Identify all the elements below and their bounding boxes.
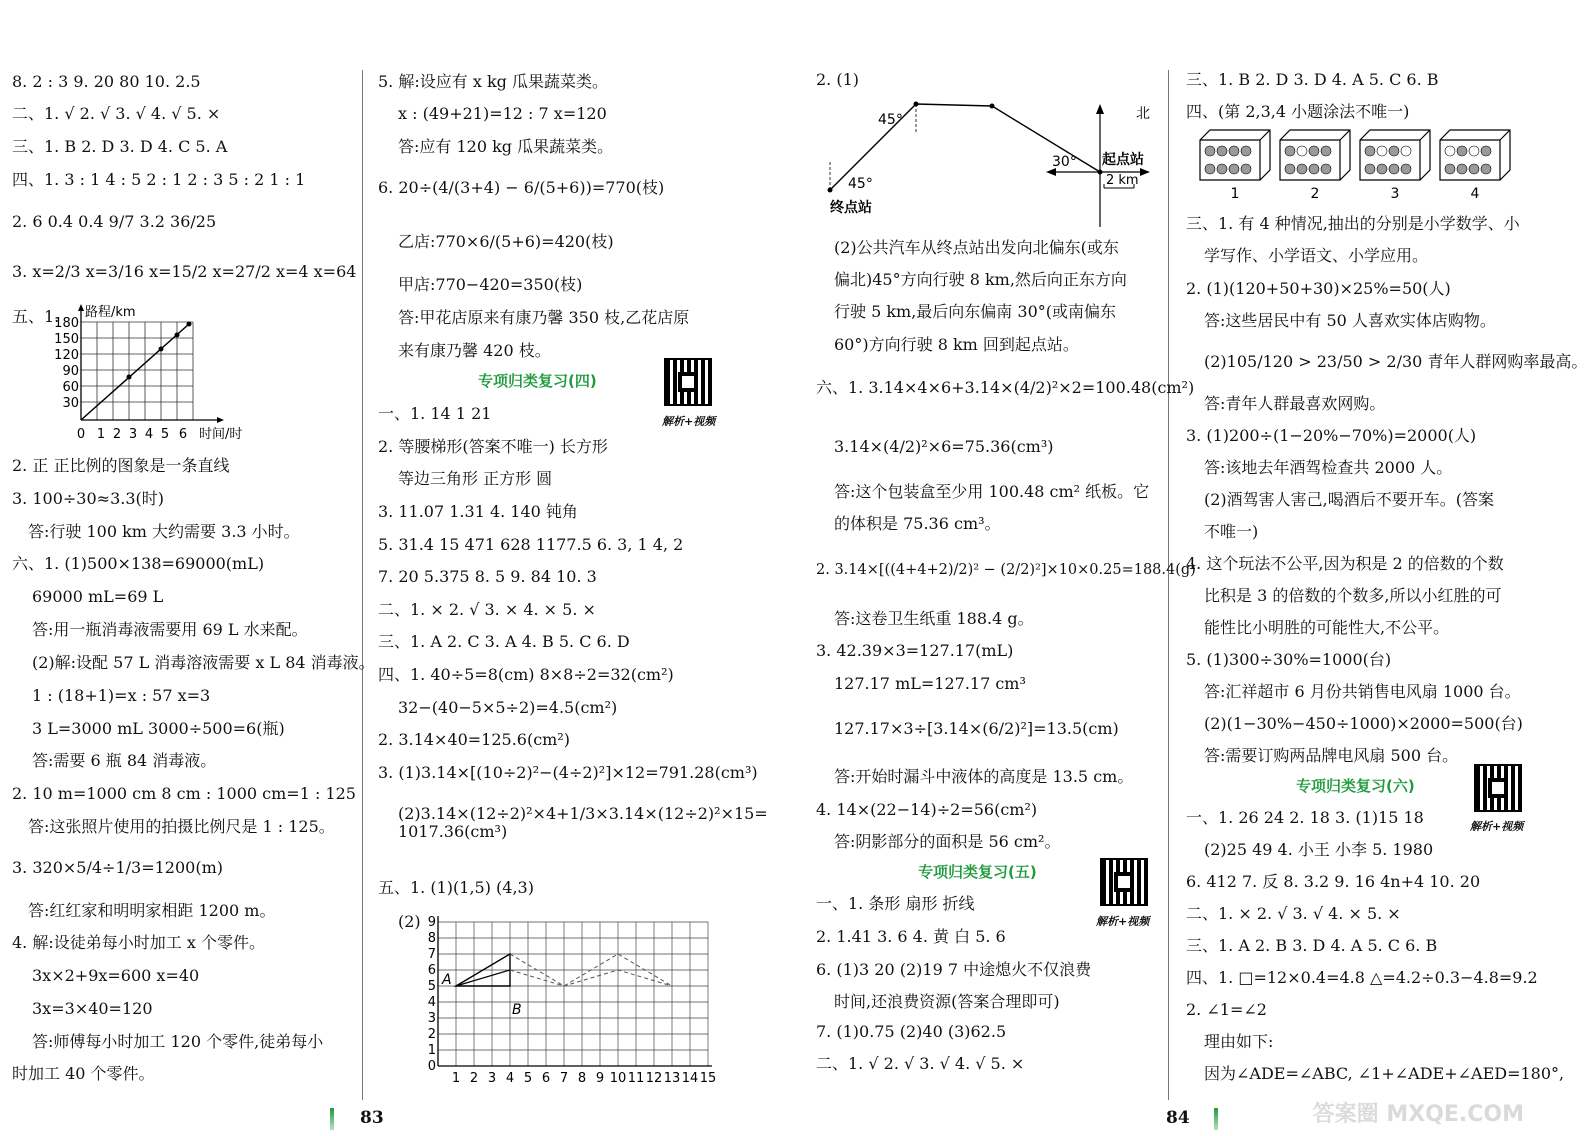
y-tick: 4 (427, 995, 436, 1010)
text-line: 五、1. (1)(1,5) (4,3) (378, 878, 534, 897)
text-line: 答:红红家和明明家相距 1200 m。 (28, 901, 276, 920)
x-tick: 4 (144, 427, 154, 442)
text-line: 答:汇祥超市 6 月份共销售电风扇 1000 台。 (1204, 682, 1521, 701)
text-line: (2)25 49 4. 小王 小李 5. 1980 (1204, 840, 1434, 859)
text-line: 六、1. (1)500×138=69000(mL) (12, 554, 265, 573)
text-line: 127.17 mL=127.17 cm³ (834, 674, 1026, 693)
page-marker-icon (1214, 1108, 1218, 1130)
box-figures (1198, 128, 1518, 202)
text-line: 答:青年人群最喜欢网购。 (1204, 394, 1386, 413)
y-tick: 0 (427, 1059, 436, 1074)
text-line: 2. 10 m=1000 cm 8 cm : 1000 cm=1 : 125 (12, 784, 356, 803)
x-tick: 1 (451, 1071, 461, 1086)
qr-label: 解析+视频 (1096, 915, 1150, 928)
x-tick: 2 (112, 427, 122, 442)
text-line: 一、1. 14 1 21 (378, 404, 492, 423)
text-line: 3. x=2/3 x=3/16 x=15/2 x=27/2 x=4 x=64 (12, 262, 357, 281)
text-line: 答:阴影部分的面积是 56 cm²。 (834, 832, 1061, 851)
text-line: 1017.36(cm³) (398, 822, 508, 841)
text-line: 3. 100÷30≈3.3(时) (12, 489, 164, 508)
qr-code[interactable] (1100, 858, 1148, 906)
figure-number: 3 (1390, 186, 1400, 202)
text-line: 3.14×(4/2)²×6=75.36(cm³) (834, 437, 1054, 456)
x-tick: 15 (699, 1071, 717, 1086)
text-line: 答:师傅每小时加工 120 个零件,徒弟每小 (32, 1032, 324, 1051)
figure-number: 2 (1310, 186, 1320, 202)
text-line: 比积是 3 的倍数的个数多,所以小红胜的可 (1204, 586, 1502, 605)
qr-code[interactable] (1474, 764, 1522, 812)
x-tick: 12 (645, 1071, 663, 1086)
text-line: 三、1. B 2. D 3. D 4. C 5. A (12, 137, 228, 156)
x-tick: 13 (663, 1071, 681, 1086)
angle-label: 45° (878, 112, 903, 128)
qr-code[interactable] (664, 358, 712, 406)
text-line: 2. 1.41 3. 6 4. 黄 白 5. 6 (816, 927, 1006, 946)
text-line: 来有康乃馨 420 枝。 (398, 341, 551, 360)
x-tick: 11 (627, 1071, 645, 1086)
text-line: 时间,还浪费资源(答案合理即可) (834, 992, 1060, 1011)
text-line: 四、1. 3 : 1 4 : 5 2 : 1 2 : 3 5 : 2 1 : 1 (12, 170, 306, 189)
text-line: (2)解:设配 57 L 消毒溶液需要 x L 84 消毒液。 (32, 653, 375, 672)
text-line: 六、1. 3.14×4×6+3.14×(4/2)²×2=100.48(cm²) (816, 378, 1195, 397)
y-tick: 8 (427, 931, 436, 946)
y-tick: 60 (62, 380, 79, 395)
y-axis-label: 路程/km (85, 305, 136, 320)
x-tick: 6 (541, 1071, 551, 1086)
text-line: 3. 42.39×3=127.17(mL) (816, 641, 1014, 660)
figure-number: 4 (1470, 186, 1480, 202)
x-tick: 6 (178, 427, 188, 442)
text-line: 三、1. A 2. C 3. A 4. B 5. C 6. D (378, 632, 630, 651)
text-line: 答:行驶 100 km 大约需要 3.3 小时。 (28, 522, 300, 541)
text-line: 2. 正 正比例的图象是一条直线 (12, 456, 230, 475)
text-line: 6. 412 7. 反 8. 3.2 9. 16 4n+4 10. 20 (1186, 872, 1481, 891)
y-tick: 30 (62, 396, 79, 411)
text-line: 一、1. 26 24 2. 18 3. (1)15 18 (1186, 808, 1424, 827)
bus-route-map (820, 92, 1160, 232)
text-line: 能性比小明胜的可能性大,不公平。 (1204, 618, 1450, 637)
qr-label: 解析+视频 (1470, 820, 1524, 833)
text-line: 答:开始时漏斗中液体的高度是 13.5 cm。 (834, 767, 1134, 786)
section-title: 专项归类复习(六) (1296, 777, 1415, 795)
x-tick: 2 (469, 1071, 479, 1086)
start-station-label: 起点站 (1102, 152, 1144, 168)
y-tick: 1 (427, 1043, 436, 1058)
scale-label: 2 km (1106, 173, 1139, 188)
text-line: 四、(第 2,3,4 小题涂法不唯一) (1186, 102, 1410, 121)
x-tick: 8 (577, 1071, 587, 1086)
figure-number: 1 (1230, 186, 1240, 202)
column-divider (1168, 70, 1169, 1100)
y-tick: 6 (427, 963, 436, 978)
page-number-left: 83 (360, 1108, 384, 1128)
text-line: 答:这些居民中有 50 人喜欢实体店购物。 (1204, 311, 1496, 330)
page-number-right: 84 (1166, 1108, 1190, 1128)
y-tick: 7 (427, 947, 436, 962)
text-line: 7. (1)0.75 (2)40 (3)62.5 (816, 1022, 1007, 1041)
x-tick: 9 (595, 1071, 605, 1086)
text-line: 答:甲花店原来有康乃馨 350 枝,乙花店原 (398, 308, 690, 327)
text-line: 答:这卷卫生纸重 188.4 g。 (834, 609, 1034, 628)
text-line: 2. (1) (816, 70, 860, 89)
angle-label: 30° (1052, 154, 1077, 170)
text-line: 2. 等腰梯形(答案不唯一) 长方形 (378, 437, 608, 456)
text-line: 答:这个包装盒至少用 100.48 cm² 纸板。它 (834, 482, 1150, 501)
text-line: (2) (398, 912, 421, 931)
watermark: 答案圈 MXQE.COM (1312, 1102, 1524, 1127)
text-line: 一、1. 条形 扇形 折线 (816, 894, 975, 913)
text-line: (2)公共汽车从终点站出发向北偏东(或东 (834, 238, 1119, 257)
text-line: 3x=3×40=120 (32, 999, 153, 1018)
text-line: 二、1. √ 2. √ 3. √ 4. √ 5. × (816, 1054, 1025, 1073)
text-line: 答:需要 6 瓶 84 消毒液。 (32, 751, 217, 770)
text-line: 60°)方向行驶 8 km 回到起点站。 (834, 335, 1079, 354)
text-line: 三、1. B 2. D 3. D 4. A 5. C 6. B (1186, 70, 1439, 89)
qr-label: 解析+视频 (662, 415, 716, 428)
x-tick: 5 (523, 1071, 533, 1086)
text-line: 3. (1)3.14×[(10÷2)²−(4÷2)²]×12=791.28(cm³) (378, 763, 758, 782)
text-line: 理由如下: (1204, 1032, 1274, 1051)
x-tick: 7 (559, 1071, 569, 1086)
text-line: (2)105/120 > 23/50 > 2/30 青年人群网购率最高。 (1204, 352, 1587, 371)
x-tick: 1 (96, 427, 106, 442)
text-line: 127.17×3÷[3.14×(6/2)²]=13.5(cm) (834, 719, 1119, 738)
text-line: 4. 解:设徒弟每小时加工 x 个零件。 (12, 933, 265, 952)
x-tick: 4 (505, 1071, 515, 1086)
point-label-a: A (442, 972, 452, 988)
text-line: 3. 320×5/4÷1/3=1200(m) (12, 858, 223, 877)
end-station-label: 终点站 (830, 200, 872, 216)
text-line: 因为∠ADE=∠ABC, ∠1+∠ADE+∠AED=180°, (1204, 1064, 1565, 1083)
text-line: 4. 这个玩法不公平,因为积是 2 的倍数的个数 (1186, 554, 1504, 573)
x-tick: 0 (76, 427, 86, 442)
column-divider (362, 70, 363, 1100)
text-line: 二、1. × 2. √ 3. √ 4. × 5. × (1186, 904, 1401, 923)
x-tick: 3 (128, 427, 138, 442)
text-line: 答:需要订购两品牌电风扇 500 台。 (1204, 746, 1459, 765)
text-line: 2. (1)(120+50+30)×25%=50(人) (1186, 279, 1451, 298)
text-line: 8. 2 : 3 9. 20 80 10. 2.5 (12, 72, 201, 91)
y-tick: 9 (427, 915, 436, 930)
text-line: 5. 解:设应有 x kg 瓜果蔬菜类。 (378, 72, 608, 91)
text-line: 2. 3.14×40=125.6(cm²) (378, 730, 570, 749)
text-line: 6. 20÷(4/(3+4) − 6/(5+6))=770(枝) (378, 178, 665, 197)
text-line: 答:该地去年酒驾检查共 2000 人。 (1204, 458, 1453, 477)
text-line: 二、1. √ 2. √ 3. √ 4. √ 5. × (12, 104, 221, 123)
text-line: 偏北)45°方向行驶 8 km,然后向正东方向 (834, 270, 1127, 289)
text-line: 答:这张照片使用的拍摄比例尺是 1 : 125。 (28, 817, 335, 836)
text-line: 3x×2+9x=600 x=40 (32, 966, 200, 985)
y-tick: 120 (54, 348, 79, 363)
text-line: 2. 3.14×[((4+4+2)/2)² − (2/2)²]×10×0.25=188.4(g) (816, 562, 1196, 578)
text-line: 3 L=3000 mL 3000÷500=6(瓶) (32, 719, 285, 738)
text-line: 二、1. × 2. √ 3. × 4. × 5. × (378, 600, 596, 619)
text-line: 甲店:770−420=350(枝) (398, 275, 583, 294)
text-line: 三、1. A 2. B 3. D 4. A 5. C 6. B (1186, 936, 1438, 955)
y-tick: 5 (427, 979, 436, 994)
text-line: 的体积是 75.36 cm³。 (834, 514, 1001, 533)
x-tick: 5 (160, 427, 170, 442)
text-line: 5. 31.4 15 471 628 1177.5 6. 3, 1 4, 2 (378, 535, 684, 554)
text-line: 四、1. 40÷5=8(cm) 8×8÷2=32(cm²) (378, 665, 674, 684)
text-line: 32−(40−5×5÷2)=4.5(cm²) (398, 698, 618, 717)
x-axis-label: 时间/时 (199, 427, 243, 442)
text-line: 6. (1)3 20 (2)19 7 中途熄火不仅浪费 (816, 960, 1092, 979)
text-line: 四、1. □=12×0.4=4.8 △=4.2÷0.3−4.8=9.2 (1186, 968, 1538, 987)
y-tick: 3 (427, 1011, 436, 1026)
text-line: 5. (1)300÷30%=1000(台) (1186, 650, 1392, 669)
y-tick: 150 (54, 332, 79, 347)
text-line: (2)3.14×(12÷2)²×4+1/3×3.14×(12÷2)²×15= (398, 804, 768, 823)
x-tick: 10 (609, 1071, 627, 1086)
section-title: 专项归类复习(五) (918, 863, 1037, 881)
text-line: 三、1. 有 4 种情况,抽出的分别是小学数学、小 (1186, 214, 1520, 233)
text-line: 69000 mL=69 L (32, 587, 164, 606)
coordinate-grid (420, 912, 720, 1084)
y-tick: 180 (54, 316, 79, 331)
y-tick: 2 (427, 1027, 436, 1042)
section-title: 专项归类复习(四) (478, 372, 597, 390)
text-line: (2)酒驾害人害己,喝酒后不要开车。(答案 (1204, 490, 1494, 509)
text-line: 不唯一) (1204, 522, 1259, 541)
text-line: 3. 11.07 1.31 4. 140 钝角 (378, 502, 578, 521)
x-tick: 14 (681, 1071, 699, 1086)
text-line: 答:用一瓶消毒液需要用 69 L 水来配。 (32, 620, 308, 639)
text-line: 答:应有 120 kg 瓜果蔬菜类。 (398, 137, 614, 156)
text-line: 2. ∠1=∠2 (1186, 1000, 1267, 1019)
text-line: 2. 6 0.4 0.4 9/7 3.2 36/25 (12, 212, 217, 231)
text-line: 乙店:770×6/(5+6)=420(枝) (398, 232, 614, 251)
text-line: 行驶 5 km,最后向东偏南 30°(或南偏东 (834, 302, 1116, 321)
point-label-b: B (512, 1002, 522, 1018)
page-marker-icon (330, 1108, 334, 1130)
text-line: 等边三角形 正方形 圆 (398, 469, 553, 488)
text-line: 时加工 40 个零件。 (12, 1064, 155, 1083)
y-tick: 90 (62, 364, 79, 379)
text-line: 五、1. (12, 307, 60, 326)
distance-time-graph (55, 302, 265, 442)
text-line: (2)(1−30%−450÷1000)×2000=500(台) (1204, 714, 1523, 733)
text-line: 学写作、小学语文、小学应用。 (1204, 246, 1429, 265)
text-line: 3. (1)200÷(1−20%−70%)=2000(人) (1186, 426, 1477, 445)
text-line: 7. 20 5.375 8. 5 9. 84 10. 3 (378, 567, 597, 586)
text-line: 1 : (18+1)=x : 57 x=3 (32, 686, 211, 705)
text-line: x : (49+21)=12 : 7 x=120 (398, 104, 607, 123)
x-tick: 3 (487, 1071, 497, 1086)
text-line: 4. 14×(22−14)÷2=56(cm²) (816, 800, 1038, 819)
north-label: 北 (1136, 106, 1150, 122)
angle-label: 45° (848, 176, 873, 192)
